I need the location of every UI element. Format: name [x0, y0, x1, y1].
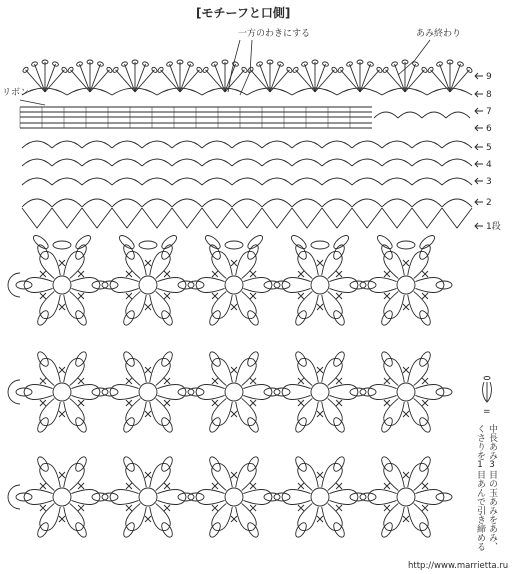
- motif-sc-mark: [212, 400, 218, 406]
- half-motif-edge: [8, 380, 20, 404]
- motif-center-ring: [225, 276, 243, 294]
- motif-sc-mark: [164, 293, 170, 299]
- motif-petal: [329, 384, 358, 399]
- top-partial-motif: [203, 233, 264, 251]
- motif-sc-mark: [317, 260, 323, 266]
- motif-picot: [332, 233, 351, 251]
- fan-spoke: [405, 64, 415, 92]
- fan-spoke: [80, 64, 90, 92]
- fan-spoke: [315, 64, 325, 92]
- motif-sc-mark: [422, 483, 428, 489]
- motif-center-ring: [397, 276, 415, 294]
- flower-motif: [16, 455, 108, 539]
- motif-petal: [24, 384, 53, 399]
- motif-petal: [243, 384, 272, 399]
- top-partial-motif: [375, 233, 436, 251]
- motif-sc-mark: [384, 378, 390, 384]
- svg-text:3: 3: [486, 177, 492, 187]
- motif-sc-mark: [145, 260, 151, 266]
- motif-sc-mark: [231, 472, 237, 478]
- motif-sc-mark: [40, 483, 46, 489]
- fan-spoke: [305, 64, 315, 92]
- motif-sc-mark: [403, 304, 409, 310]
- motif-sc-mark: [422, 505, 428, 511]
- motif-sc-mark: [403, 367, 409, 373]
- flower-motif: [188, 350, 280, 434]
- motif-sc-mark: [164, 483, 170, 489]
- motif-petal: [71, 384, 100, 399]
- fan-spoke: [440, 64, 450, 92]
- fan-spoke: [90, 64, 100, 92]
- fan-spoke: [450, 70, 469, 92]
- motif-petal: [24, 489, 53, 504]
- motif-center-ring: [53, 276, 71, 294]
- edging-stitches: [20, 60, 473, 228]
- motif-sc-mark: [59, 260, 65, 266]
- motif-sc-mark: [212, 505, 218, 511]
- motif-picot: [203, 233, 222, 251]
- chain-row-1: [22, 208, 472, 228]
- motif-petal: [282, 384, 311, 399]
- motif-sc-mark: [403, 411, 409, 417]
- fan-spoke: [225, 64, 235, 92]
- motif-picot: [225, 241, 243, 249]
- motif-sc-mark: [78, 483, 84, 489]
- motif-sc-mark: [336, 271, 342, 277]
- motif-sc-mark: [384, 293, 390, 299]
- motif-sc-mark: [422, 400, 428, 406]
- fan-spoke: [35, 64, 45, 92]
- motif-sc-mark: [298, 400, 304, 406]
- top-partial-motif: [117, 233, 178, 251]
- fan-spoke: [45, 64, 55, 92]
- fan-spoke: [360, 70, 379, 92]
- motif-sc-mark: [164, 271, 170, 277]
- svg-text:5: 5: [486, 143, 492, 153]
- motif-picot: [289, 233, 308, 251]
- fan-spoke: [180, 70, 199, 92]
- motif-petal: [71, 277, 100, 292]
- motif-sc-mark: [212, 378, 218, 384]
- motif-petal: [196, 384, 225, 399]
- motif-sc-mark: [59, 411, 65, 417]
- flower-motif: [274, 350, 366, 434]
- fan-spoke: [135, 70, 154, 92]
- fan-spoke: [161, 70, 180, 92]
- fan-spoke: [450, 64, 460, 92]
- motif-petal: [157, 489, 186, 504]
- flower-motif: [360, 243, 452, 327]
- flower-motif: [360, 350, 452, 434]
- motif-petal: [110, 384, 139, 399]
- top-partial-motif: [31, 233, 92, 251]
- motif-sc-mark: [145, 472, 151, 478]
- flower-motif: [102, 455, 194, 539]
- motif-center-ring: [139, 488, 157, 506]
- motif-sc-mark: [78, 400, 84, 406]
- fan-spoke: [71, 70, 90, 92]
- fan-spoke: [45, 70, 64, 92]
- motif-sc-mark: [403, 260, 409, 266]
- fan-spoke: [116, 70, 135, 92]
- motif-petal: [415, 489, 444, 504]
- fan-spoke: [215, 64, 225, 92]
- end-note: あみ終わり: [416, 29, 462, 39]
- motif-sc-mark: [250, 400, 256, 406]
- motif-petal: [282, 489, 311, 504]
- motif-sc-mark: [59, 304, 65, 310]
- motif-picot: [418, 233, 437, 251]
- motif-sc-mark: [298, 378, 304, 384]
- motif-sc-mark: [40, 271, 46, 277]
- chain-row-4: [22, 159, 472, 166]
- svg-text:8: 8: [486, 90, 492, 100]
- motif-sc-mark: [145, 411, 151, 417]
- motif-center-ring: [139, 276, 157, 294]
- motif-sc-mark: [40, 400, 46, 406]
- ribbon-end-arcs: [374, 112, 470, 118]
- motif-sc-mark: [384, 271, 390, 277]
- flower-motif: [102, 243, 194, 327]
- fan-spoke: [270, 64, 280, 92]
- motif-sc-mark: [164, 505, 170, 511]
- motif-sc-mark: [59, 472, 65, 478]
- motif-picot: [74, 233, 93, 251]
- row-label-3: [475, 177, 492, 187]
- motif-picot: [397, 241, 415, 249]
- motif-sc-mark: [336, 293, 342, 299]
- motif-sc-mark: [126, 378, 132, 384]
- motif-sc-mark: [250, 271, 256, 277]
- motif-sc-mark: [422, 271, 428, 277]
- fan-spoke: [431, 70, 450, 92]
- motif-sc-mark: [59, 367, 65, 373]
- motif-picot: [160, 233, 179, 251]
- motif-sc-mark: [231, 304, 237, 310]
- legend: [475, 376, 498, 551]
- motif-sc-mark: [250, 293, 256, 299]
- motif-sc-mark: [422, 378, 428, 384]
- fan-row-9: [22, 60, 473, 92]
- row-label-7: [475, 107, 492, 117]
- motif-sc-mark: [78, 271, 84, 277]
- row-label-5: [475, 143, 492, 153]
- fan-spoke: [270, 70, 289, 92]
- motif-center-ring: [397, 488, 415, 506]
- svg-text:7: 7: [486, 107, 492, 117]
- row-label-2: [475, 198, 492, 208]
- motif-center-ring: [397, 383, 415, 401]
- fan-spoke: [135, 64, 145, 92]
- motif-sc-mark: [78, 378, 84, 384]
- motif-sc-mark: [145, 304, 151, 310]
- fan-spoke: [405, 70, 424, 92]
- motif-sc-mark: [250, 483, 256, 489]
- motif-sc-mark: [298, 271, 304, 277]
- fan-spoke: [251, 70, 270, 92]
- fan-spoke: [386, 70, 405, 92]
- motif-petal: [71, 489, 100, 504]
- motif-petal: [196, 277, 225, 292]
- fan-spoke: [395, 64, 405, 92]
- motif-sc-mark: [231, 411, 237, 417]
- motif-center-ring: [53, 383, 71, 401]
- motif-picot: [53, 241, 71, 249]
- svg-text:6: 6: [486, 124, 492, 134]
- motif-sc-mark: [126, 400, 132, 406]
- motif-sc-mark: [212, 293, 218, 299]
- motif-sc-mark: [212, 271, 218, 277]
- motif-sc-mark: [317, 367, 323, 373]
- motif-sc-mark: [231, 367, 237, 373]
- flower-motif: [16, 243, 108, 327]
- motif-petal: [415, 384, 444, 399]
- fan-spoke: [315, 70, 334, 92]
- fan-spoke: [360, 64, 370, 92]
- motif-sc-mark: [317, 472, 323, 478]
- motif-sc-mark: [59, 516, 65, 522]
- motif-picot: [311, 241, 329, 249]
- chart-title: [モチーフと口側]: [196, 6, 291, 20]
- flower-motif: [274, 243, 366, 327]
- motif-center-ring: [225, 383, 243, 401]
- motif-sc-mark: [40, 505, 46, 511]
- motif-center-ring: [53, 488, 71, 506]
- motif-picot: [246, 233, 265, 251]
- motif-sc-mark: [317, 411, 323, 417]
- motif-sc-mark: [145, 367, 151, 373]
- motif-sc-mark: [298, 505, 304, 511]
- motif-sc-mark: [40, 293, 46, 299]
- motif-sc-mark: [403, 472, 409, 478]
- fan-spoke: [350, 64, 360, 92]
- motif-sc-mark: [298, 293, 304, 299]
- chain-row-3: [22, 178, 472, 185]
- motif-petal: [329, 489, 358, 504]
- legend-equals: =: [483, 407, 491, 417]
- row-label-4: [475, 160, 492, 170]
- top-partial-motif: [289, 233, 350, 251]
- puff-stitch-symbol: [483, 376, 492, 402]
- motif-sc-mark: [145, 516, 151, 522]
- motif-sc-mark: [78, 505, 84, 511]
- motif-sc-mark: [317, 304, 323, 310]
- motif-sc-mark: [250, 378, 256, 384]
- half-motif-edge: [8, 273, 20, 297]
- motif-center-ring: [311, 488, 329, 506]
- motif-sc-mark: [212, 483, 218, 489]
- motif-sc-mark: [298, 483, 304, 489]
- footer-url: http://www.marrietta.ru: [408, 561, 509, 571]
- motif-sc-mark: [231, 260, 237, 266]
- motif-center-ring: [139, 383, 157, 401]
- row-label-8: [475, 90, 492, 100]
- flower-motif: [188, 243, 280, 327]
- motif-sc-mark: [384, 400, 390, 406]
- fan-spoke: [341, 70, 360, 92]
- motif-petal: [329, 277, 358, 292]
- motif-sc-mark: [336, 400, 342, 406]
- motif-petal: [282, 277, 311, 292]
- fan-spoke: [206, 70, 225, 92]
- fan-spoke: [180, 64, 190, 92]
- half-motif-edge: [8, 485, 20, 509]
- motif-sc-mark: [126, 271, 132, 277]
- motif-picot: [117, 233, 136, 251]
- motif-petal: [415, 277, 444, 292]
- motif-center-ring: [311, 276, 329, 294]
- motif-sc-mark: [126, 483, 132, 489]
- motif-petal: [368, 277, 397, 292]
- fan-spoke: [170, 64, 180, 92]
- row-label-6: [475, 124, 492, 134]
- half-gap-note: 一方のわきにする: [238, 29, 311, 39]
- flower-motif: [102, 350, 194, 434]
- row-labels: [475, 72, 501, 232]
- flower-motif: [360, 455, 452, 539]
- motif-grid: [8, 233, 452, 539]
- row-label-9: [475, 72, 492, 82]
- ribbon-band: [20, 107, 470, 128]
- motif-sc-mark: [336, 505, 342, 511]
- motif-petal: [243, 489, 272, 504]
- motif-petal: [110, 277, 139, 292]
- motif-sc-mark: [317, 516, 323, 522]
- motif-sc-mark: [422, 293, 428, 299]
- motif-sc-mark: [126, 293, 132, 299]
- motif-sc-mark: [231, 516, 237, 522]
- ribbon-label: リボン: [2, 88, 30, 98]
- motif-petal: [368, 489, 397, 504]
- motif-petal: [157, 384, 186, 399]
- motif-picot: [139, 241, 157, 249]
- svg-text:9: 9: [486, 72, 492, 82]
- legend-line-2: くさりを1目あんで引き締める: [475, 424, 485, 551]
- motif-sc-mark: [126, 505, 132, 511]
- motif-center-ring: [225, 488, 243, 506]
- row-label-1: [475, 221, 501, 232]
- motif-sc-mark: [40, 378, 46, 384]
- motif-sc-mark: [336, 378, 342, 384]
- motif-petal: [243, 277, 272, 292]
- svg-text:2: 2: [486, 198, 492, 208]
- legend-line-1: 中長あみ3目の玉あみをあみ、: [487, 424, 497, 551]
- chain-row-5: [22, 141, 472, 148]
- motif-petal: [24, 277, 53, 292]
- ribbon-posts: [20, 107, 350, 128]
- motif-petal: [196, 489, 225, 504]
- motif-sc-mark: [78, 293, 84, 299]
- svg-text:1段: 1段: [486, 222, 501, 232]
- motif-sc-mark: [403, 516, 409, 522]
- fan-spoke: [125, 64, 135, 92]
- motif-sc-mark: [384, 505, 390, 511]
- motif-petal: [110, 489, 139, 504]
- motif-sc-mark: [164, 400, 170, 406]
- motif-petal: [157, 277, 186, 292]
- flower-motif: [16, 350, 108, 434]
- fan-spoke: [296, 70, 315, 92]
- motif-center-ring: [311, 383, 329, 401]
- motif-petal: [368, 384, 397, 399]
- motif-sc-mark: [384, 483, 390, 489]
- svg-text:4: 4: [486, 160, 492, 170]
- flower-motif: [188, 455, 280, 539]
- fan-spoke: [225, 70, 244, 92]
- motif-picot: [31, 233, 50, 251]
- motif-sc-mark: [164, 378, 170, 384]
- chain-row-2: [22, 199, 472, 207]
- motif-picot: [375, 233, 394, 251]
- flower-motif: [274, 455, 366, 539]
- motif-sc-mark: [250, 505, 256, 511]
- fan-spoke: [90, 70, 109, 92]
- fan-spoke: [260, 64, 270, 92]
- motif-sc-mark: [336, 483, 342, 489]
